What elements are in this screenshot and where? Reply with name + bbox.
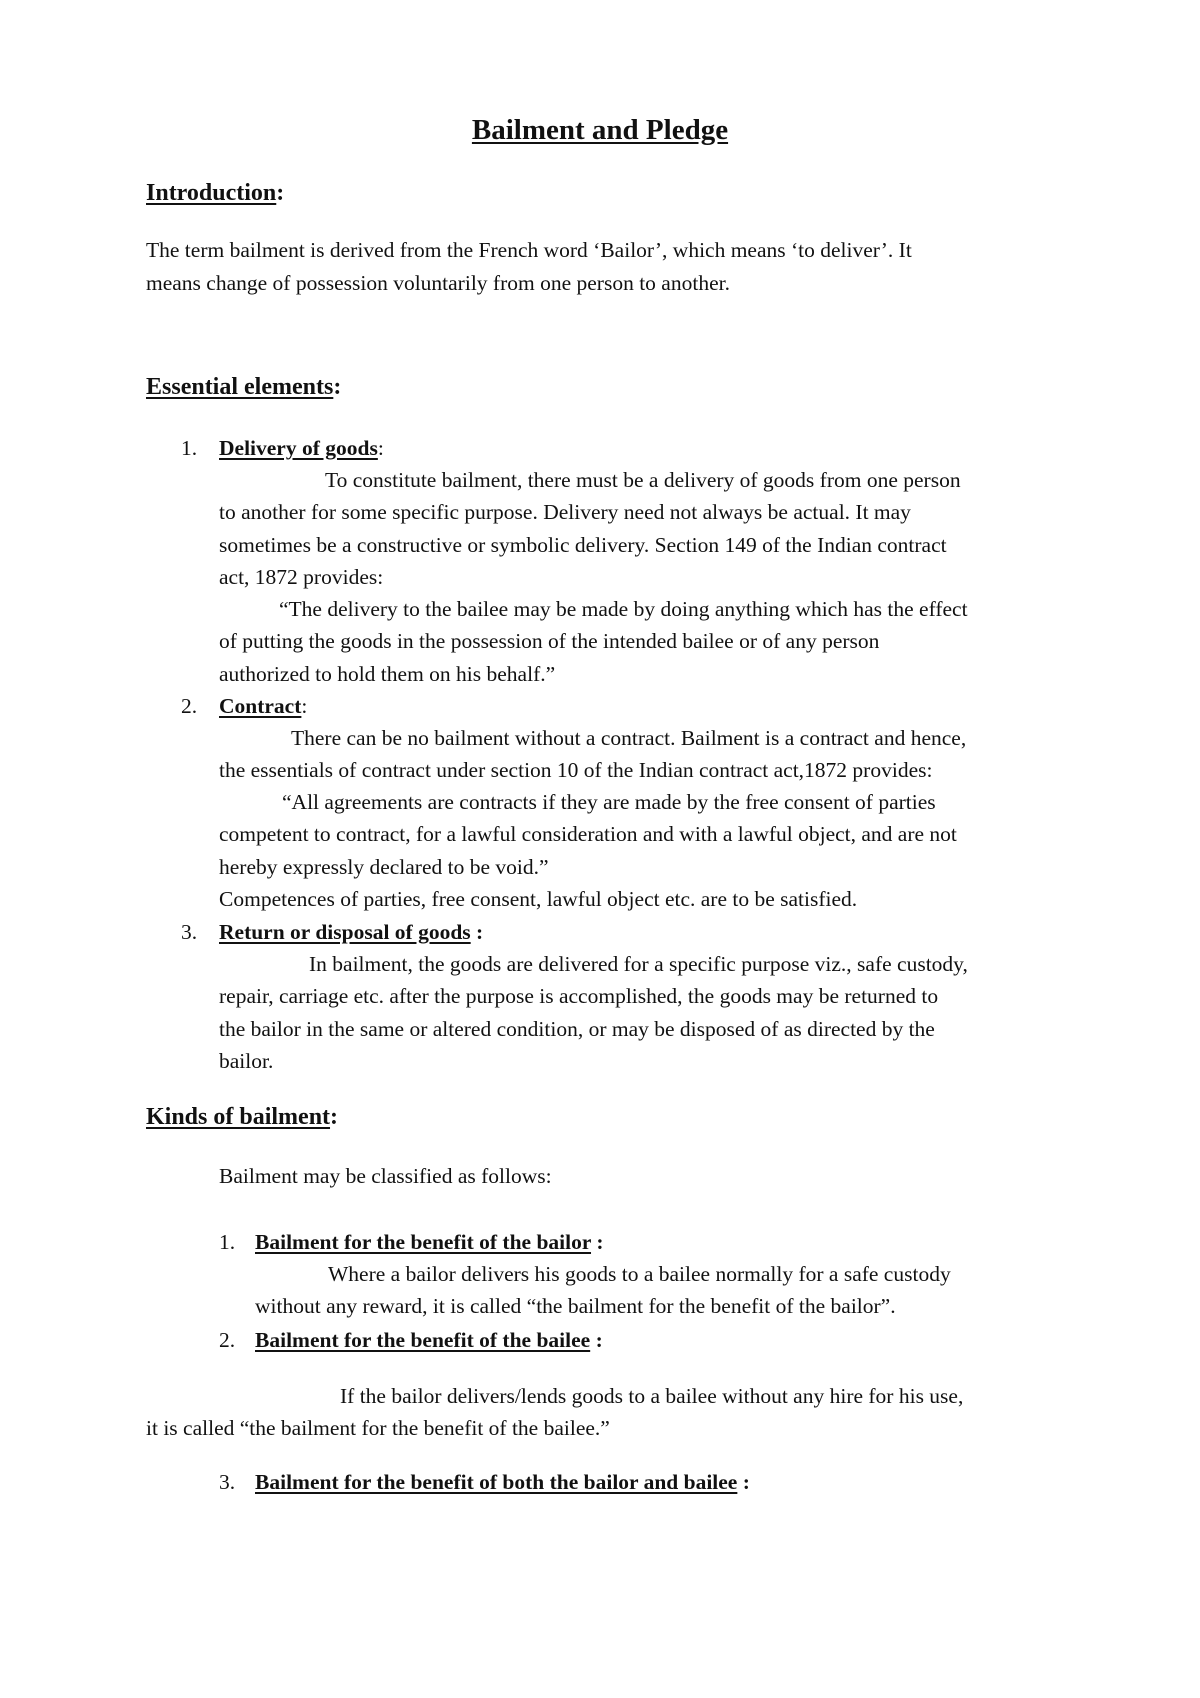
kinds-heading-suffix: : bbox=[330, 1104, 339, 1130]
kinds-intro: Bailment may be classified as follows: bbox=[219, 1164, 552, 1188]
quote-line: “All agreements are contracts if they are made by the free consent of parties bbox=[282, 790, 936, 814]
list-number: 3. bbox=[181, 920, 198, 944]
item-title-suffix: : bbox=[737, 1470, 750, 1494]
kinds-of-bailment-heading bbox=[146, 1104, 338, 1131]
quote-line: hereby expressly declared to be void.” bbox=[219, 854, 549, 879]
paragraph-line: the bailor in the same or altered condition, or may be disposed of as directed by the bbox=[219, 1016, 935, 1041]
paragraph-line: act, 1872 provides: bbox=[219, 565, 384, 589]
quote-line: of putting the goods in the possession of the intended bailee or of any person bbox=[219, 629, 880, 653]
list-item-body bbox=[219, 980, 938, 1078]
paragraph-line: In bailment, the goods are delivered for a specific purpose viz., safe custody, bbox=[309, 952, 968, 976]
list-item-body bbox=[219, 496, 947, 594]
list-number: 1. bbox=[181, 436, 198, 460]
list-item-title bbox=[219, 432, 384, 465]
list-number: 1. bbox=[219, 1230, 236, 1254]
paragraph-line: without any reward, it is called “the bailment for the benefit of the bailor”. bbox=[255, 1294, 896, 1318]
paragraph-line: If the bailor delivers/lends goods to a bailee without any hire for his use, bbox=[340, 1384, 964, 1408]
list-number: 2. bbox=[219, 1328, 236, 1352]
essential-elements-heading bbox=[146, 374, 341, 401]
list-number: 3. bbox=[219, 1470, 236, 1494]
quote-body bbox=[219, 625, 879, 690]
item-title-suffix: : bbox=[301, 694, 308, 718]
paragraph-line: There can be no bailment without a contract. Bailment is a contract and hence, bbox=[291, 726, 967, 750]
item-title-suffix: : bbox=[591, 1230, 604, 1254]
list-item-title bbox=[255, 1466, 750, 1499]
paragraph-line: the essentials of contract under section 10 of the Indian contract act,1872 provides: bbox=[219, 758, 933, 782]
paragraph-line: Competences of parties, free consent, lawful object etc. are to be satisfied. bbox=[219, 887, 858, 911]
kinds-heading-text: Kinds of bailment bbox=[146, 1104, 331, 1130]
list-item-title bbox=[255, 1226, 604, 1259]
paragraph-line: it is called “the bailment for the benefit of the bailee.” bbox=[146, 1416, 610, 1440]
item-title-text: Bailment for the benefit of both the bailor and bailee bbox=[255, 1470, 738, 1494]
list-item-title bbox=[219, 916, 483, 949]
quote-line: “The delivery to the bailee may be made by doing anything which has the effect bbox=[279, 597, 968, 621]
introduction-heading bbox=[146, 180, 284, 207]
quote-line: authorized to hold them on his behalf.” bbox=[219, 661, 556, 686]
item-title-suffix: : bbox=[470, 920, 484, 944]
paragraph-line: repair, carriage etc. after the purpose is accomplished, the goods may be returned to bbox=[219, 984, 939, 1008]
paragraph-line: bailor. bbox=[219, 1049, 274, 1073]
essential-elements-heading-text: Essential elements bbox=[146, 374, 334, 400]
introduction-heading-suffix: : bbox=[276, 180, 285, 206]
list-item-title bbox=[219, 690, 307, 723]
paragraph-line: To constitute bailment, there must be a delivery of goods from one person bbox=[325, 468, 961, 492]
quote-line: competent to contract, for a lawful consideration and with a lawful object, and are not bbox=[219, 822, 957, 846]
item-title-text: Delivery of goods bbox=[219, 436, 378, 460]
essential-elements-heading-suffix: : bbox=[333, 374, 342, 400]
item-title-text: Bailment for the benefit of the bailor bbox=[255, 1230, 592, 1254]
paragraph-line: means change of possession voluntarily from one person to another. bbox=[146, 270, 730, 295]
list-number: 2. bbox=[181, 694, 198, 718]
item-title-text: Return or disposal of goods bbox=[219, 920, 471, 944]
paragraph-line: to another for some specific purpose. Delivery need not always be actual. It may bbox=[219, 500, 911, 524]
introduction-paragraph bbox=[146, 234, 912, 299]
item-title-suffix: : bbox=[590, 1328, 603, 1352]
item-title-text: Contract bbox=[219, 694, 302, 718]
quote-body bbox=[219, 818, 957, 916]
paragraph-line: Where a bailor delivers his goods to a bailee normally for a safe custody bbox=[328, 1262, 951, 1286]
item-title-text: Bailment for the benefit of the bailee bbox=[255, 1328, 591, 1352]
list-item-title bbox=[255, 1324, 603, 1357]
introduction-heading-text: Introduction bbox=[146, 180, 277, 206]
item-title-suffix: : bbox=[377, 436, 384, 460]
paragraph-line: The term bailment is derived from the French word ‘Bailor’, which means ‘to deliver’. It bbox=[146, 238, 912, 262]
paragraph-line: sometimes be a constructive or symbolic delivery. Section 149 of the Indian contract bbox=[219, 532, 947, 557]
document-title: Bailment and Pledge bbox=[471, 114, 729, 146]
